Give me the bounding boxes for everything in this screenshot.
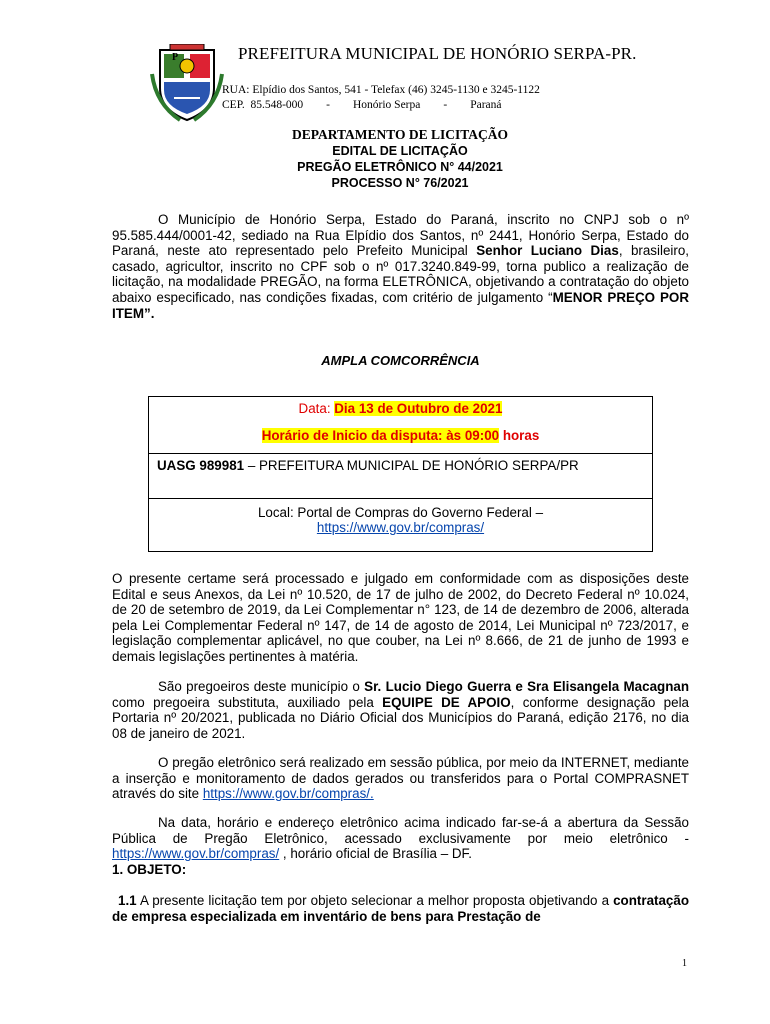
time-suffix: horas <box>499 428 540 443</box>
municipality-title: PREFEITURA MUNICIPAL DE HONÓRIO SERPA-PR. <box>238 44 637 63</box>
intro-text: O Município de Honório Serpa, Estado do Paraná, inscrito no CNPJ sob o nº 95.585.444/0001-42, sediado na Rua Elpídio dos Santos, nº 2441, Honório Serpa, Estado do Paraná, neste ato representado pelo Prefeito Municipal <box>112 212 689 259</box>
sessao-paragraph <box>112 755 689 802</box>
local-cell <box>149 499 653 552</box>
date-value: Dia 13 de Outubro de 2021 <box>334 401 503 416</box>
ampla-heading: AMPLA COMCORRÊNCIA <box>321 353 480 368</box>
pregoeiros-names: Sr. Lucio Diego Guerra e Sra Elisangela Macagnan <box>364 679 689 694</box>
abertura-text-end: , horário oficial de Brasília – DF. <box>279 846 472 862</box>
abertura-paragraph <box>112 815 689 862</box>
page-number: 1 <box>682 958 687 969</box>
abertura-text: Na data, horário e endereço eletrônico acima indicado far-se-á a abertura da Sessão Pública de Pregão Eletrônico, acessado exclusivamente por meio eletrônico - <box>112 815 689 846</box>
abertura-link[interactable]: https://www.gov.br/compras/ <box>112 846 280 862</box>
municipal-crest-icon <box>150 44 224 124</box>
date-label: Data: <box>298 401 335 416</box>
intro-end: ”. <box>144 305 155 321</box>
objeto-heading: 1. OBJETO: <box>112 862 187 877</box>
local-label: Local: Portal de Compras do Governo Federal – <box>257 505 544 520</box>
intro-text-cont: , brasileiro, casado, agricultor, inscrito no CPF sob o nº 017.3240.849-99, torna publico a realização de licitação, na modalidade PREGÃO, na forma ELETRÔNICA, objetivando a contratação do objeto abaixo especificado, nas condições fixadas, com critério de julgamento “ <box>112 243 690 305</box>
document-headings <box>112 127 688 191</box>
date-time-cell <box>149 397 653 454</box>
equipe-apoio: EQUIPE DE APOIO <box>382 694 511 710</box>
pregoeiros-text-cont: como pregoeira substituta, auxiliado pela <box>112 694 383 710</box>
uasg-cell <box>149 454 653 499</box>
uasg-name: – PREFEITURA MUNICIPAL DE HONÓRIO SERPA/PR <box>244 458 579 473</box>
objeto-text-bold: contratação de empresa especializada em inventário de bens para Prestação de <box>112 893 689 924</box>
pregao-heading: PREGÃO ELETRÔNICO N° 44/2021 <box>297 160 503 174</box>
address-line: RUA: Elpídio dos Santos, 541 - Telefax (46) 3245-1130 e 3245-1122 <box>222 84 540 96</box>
cep-line: CEP. 85.548-000 - Honório Serpa - Paraná <box>222 99 502 111</box>
criterion-text: MENOR PREÇO POR ITEM <box>112 289 690 321</box>
intro-paragraph <box>112 212 689 321</box>
department-heading: DEPARTAMENTO DE LICITAÇÃO <box>291 127 509 142</box>
pregoeiros-paragraph <box>112 679 689 741</box>
time-label: Horário de Inicio da disputa: às <box>261 428 465 443</box>
sessao-text: O pregão eletrônico será realizado em sessão pública, por meio da INTERNET, mediante a inserção e monitoramento de dados gerados ou transferidos para o Portal COMPRASNET através do site <box>112 755 689 802</box>
sessao-link[interactable]: https://www.gov.br/compras/. <box>202 786 374 802</box>
mayor-name: Senhor Luciano Dias <box>476 243 619 259</box>
objeto-number: 1.1 <box>118 893 137 908</box>
pregoeiros-text: São pregoeiros deste município o <box>158 679 365 694</box>
uasg-code: UASG 989981 <box>157 458 245 473</box>
objeto-text: A presente licitação tem por objeto selecionar a melhor proposta objetivando a <box>136 893 614 908</box>
info-box <box>148 396 653 552</box>
edital-heading: EDITAL DE LICITAÇÃO <box>332 144 468 158</box>
objeto-paragraph <box>112 893 689 924</box>
legal-paragraph: O presente certame será processado e julgado em conformidade com as disposições deste Edital e seus Anexos, da Lei nº 10.520, de 17 de julho de 2002, do Decreto Federal nº 10.024, de 20 de setembro de 2019, da Lei Complementar n° 123, de 14 de dezembro de 2006, alterada pela Lei Complementar Federal nº 147, de 14 de agosto de 2014, Lei Municipal nº 723/2017, e legislação complementar aplicável, no que couber, na Lei nº 8.666, de 21 de junho de 1993 e demais legislações pertinentes à matéria. <box>112 571 689 664</box>
processo-heading: PROCESSO N° 76/2021 <box>331 176 469 190</box>
time-value: 09:00 <box>464 428 500 443</box>
compras-link[interactable]: https://www.gov.br/compras/ <box>316 520 485 535</box>
pregoeiros-text-end: , conforme designação pela Portaria nº 20/2021, publicada no Diário Oficial dos Municípios do Paraná, edição 2176, no dia 08 de janeiro de 2021. <box>112 694 689 741</box>
svg-text:P: P <box>172 52 179 63</box>
